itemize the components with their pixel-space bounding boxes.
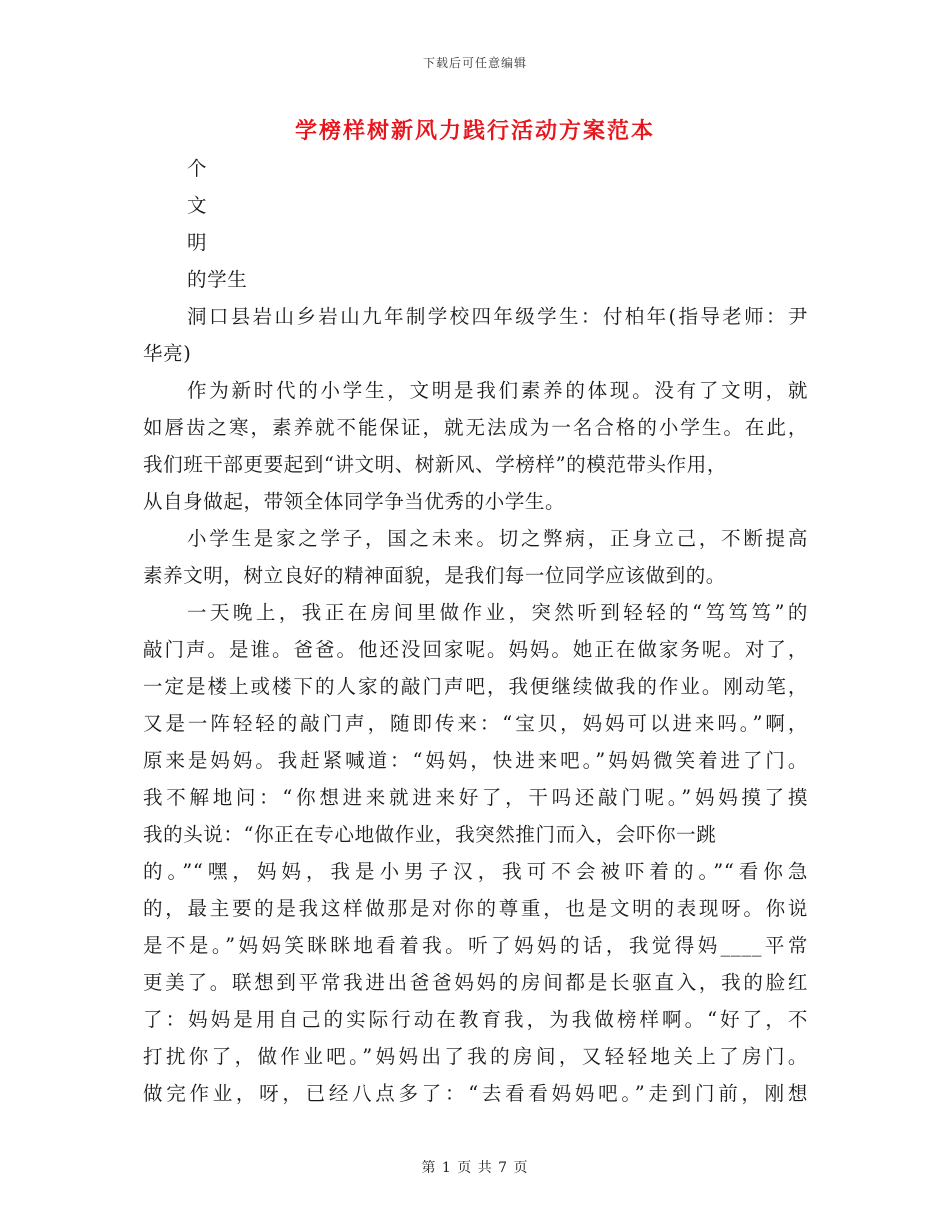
body-line: 我不解地问：“你想进来就进来好了，干吗还敲门呢。”妈妈摸了摸 bbox=[143, 786, 808, 809]
body-line: 敲门声。是谁。爸爸。他还没回家呢。妈妈。她正在做家务呢。对了， bbox=[143, 638, 808, 661]
body-line: 一定是楼上或楼下的人家的敲门声吧，我便继续做我的作业。刚动笔， bbox=[143, 675, 808, 698]
body-line: 的学生 bbox=[187, 268, 248, 291]
body-line: 打扰你了，做作业吧。”妈妈出了我的房间，又轻轻地关上了房门。 bbox=[143, 1045, 808, 1068]
body-line: 小学生是家之学子，国之未来。切之弊病，正身立己，不断提高 bbox=[187, 527, 808, 550]
body-line: 作为新时代的小学生，文明是我们素养的体现。没有了文明，就 bbox=[187, 379, 808, 402]
body-line: 文 bbox=[187, 194, 208, 217]
body-line: 的，最主要的是我这样做那是对你的尊重，也是文明的表现呀。你说 bbox=[143, 897, 808, 920]
document-title: 学榜样树新风力践行活动方案范本 bbox=[294, 118, 655, 144]
body-line: 素养文明，树立良好的精神面貌，是我们每一位同学应该做到的。 bbox=[143, 564, 726, 587]
body-line: 一天晚上，我正在房间里做作业，突然听到轻轻的“笃笃笃”的 bbox=[187, 601, 808, 624]
document-body bbox=[143, 150, 808, 1112]
header-note: 下载后可任意编辑 bbox=[422, 56, 527, 70]
body-line: 我的头说：“你正在专心地做作业，我突然推门而入，会吓你一跳 bbox=[143, 823, 717, 846]
body-line: 洞口县岩山乡岩山九年制学校四年级学生：付柏年(指导老师：尹 bbox=[187, 305, 808, 328]
body-line: 华亮) bbox=[143, 342, 192, 365]
body-line: 的。”“嘿，妈妈，我是小男子汉，我可不会被吓着的。”“看你急 bbox=[143, 860, 808, 883]
body-line: 又是一阵轻轻的敲门声，随即传来：“宝贝，妈妈可以进来吗。”啊， bbox=[143, 712, 808, 735]
body-line: 个 bbox=[187, 157, 208, 180]
page-number-footer: 第 1 页 共 7 页 bbox=[421, 1160, 529, 1176]
body-line: 是不是。”妈妈笑眯眯地看着我。听了妈妈的话，我觉得妈____平常 bbox=[143, 934, 808, 957]
body-line: 从自身做起，带领全体同学争当优秀的小学生。 bbox=[143, 490, 566, 513]
body-line: 更美了。联想到平常我进出爸爸妈妈的房间都是长驱直入，我的脸红 bbox=[143, 971, 808, 994]
body-line: 做完作业，呀，已经八点多了：“去看看妈妈吧。”走到门前，刚想 bbox=[143, 1082, 808, 1105]
body-line: 明 bbox=[187, 231, 208, 254]
body-line: 原来是妈妈。我赶紧喊道：“妈妈，快进来吧。”妈妈微笑着进了门。 bbox=[143, 749, 808, 772]
body-line: 如唇齿之寒，素养就不能保证，就无法成为一名合格的小学生。在此， bbox=[143, 416, 808, 439]
body-line: 了：妈妈是用自己的实际行动在教育我，为我做榜样啊。“好了，不 bbox=[143, 1008, 808, 1031]
body-line: 我们班干部更要起到“讲文明、树新风、学榜样”的模范带头作用， bbox=[143, 453, 727, 476]
